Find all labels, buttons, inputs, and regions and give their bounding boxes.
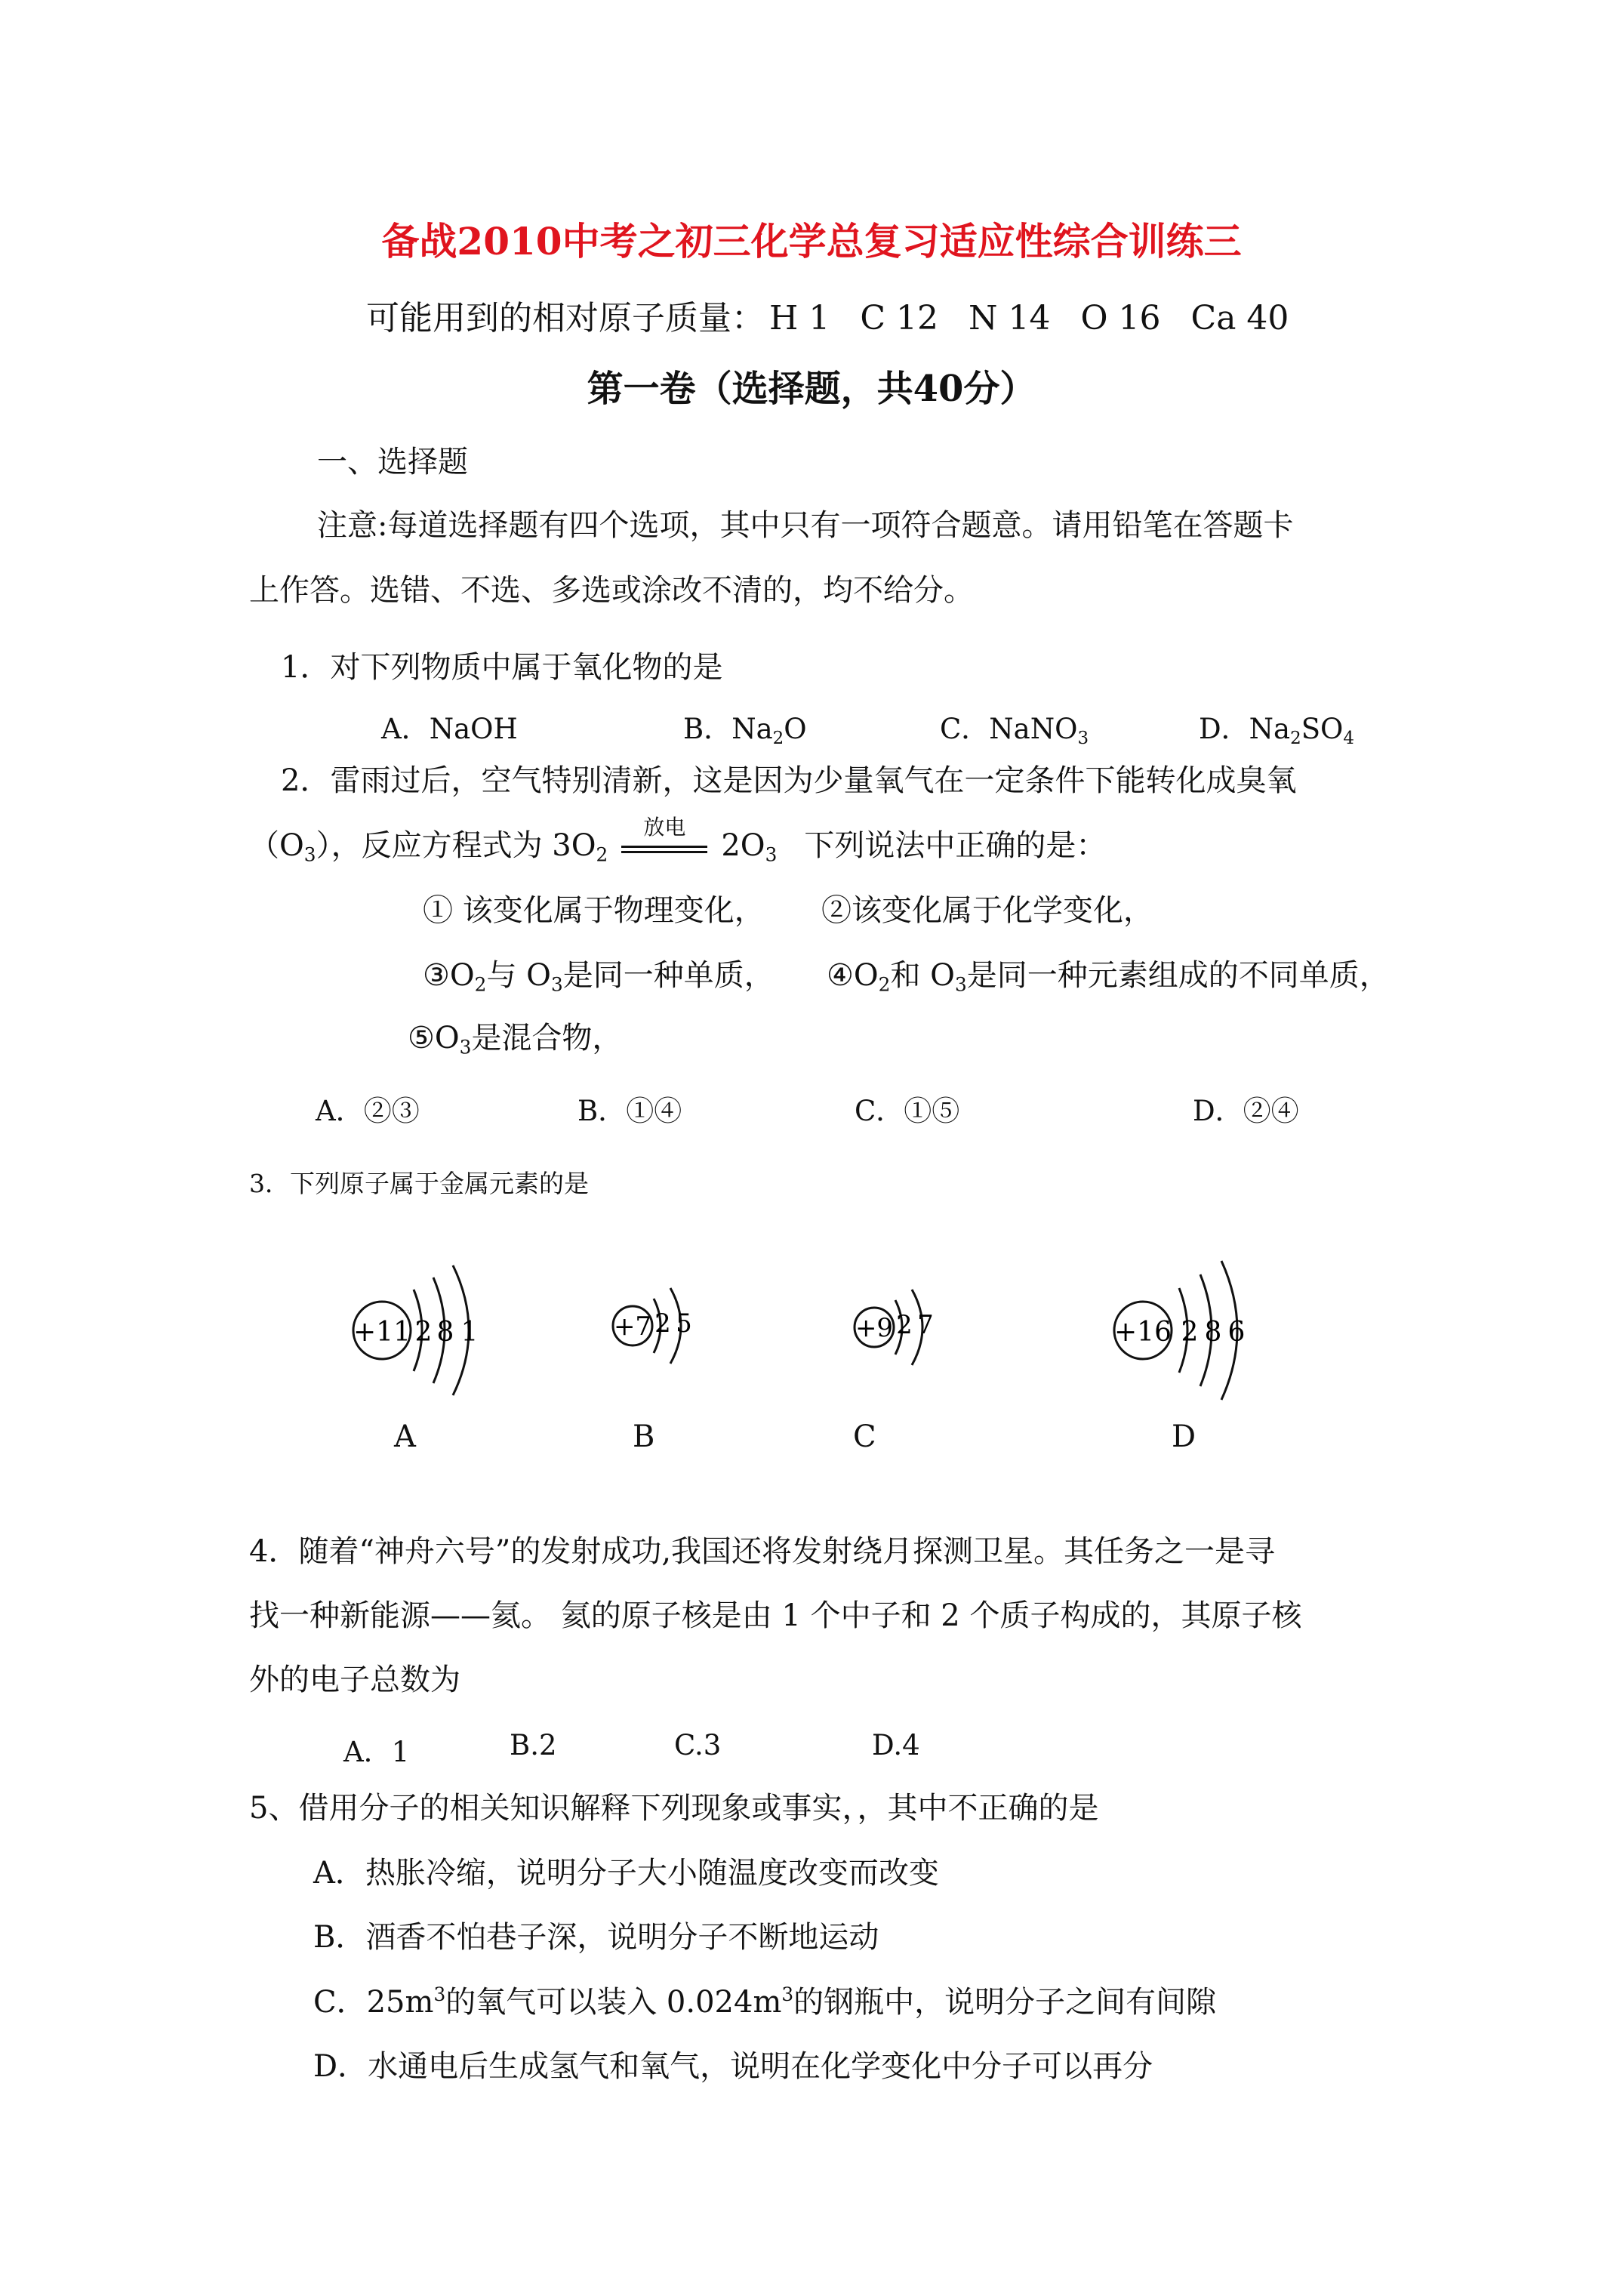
atom-a-shell-1: 2 bbox=[414, 1317, 433, 1348]
condition-label: 放电 bbox=[643, 815, 686, 840]
q2-option-d: D．②④ bbox=[1193, 1095, 1299, 1127]
mass-o: O 16 bbox=[1080, 299, 1161, 337]
q2-statement-4: $④O_2$和 $O_3$是同一种元素组成的不同单质， bbox=[827, 958, 1390, 996]
notice-line-2: 上作答。选错、不选、多选或涂改不清的，均不给分。 bbox=[249, 573, 974, 608]
q5-option-b: B．酒香不怕巷子深，说明分子不断地运动 bbox=[313, 1920, 879, 1955]
q1-option-d: D．$Na_2SO_4$ bbox=[1199, 713, 1354, 748]
q2-statement-1: ① 该变化属于物理变化， bbox=[423, 893, 765, 928]
atom-d-shell-1: 2 bbox=[1181, 1317, 1199, 1348]
q1-option-b: B．$Na_2O$ bbox=[683, 713, 807, 748]
atom-a-shell-2: 8 bbox=[436, 1317, 454, 1348]
atom-c-label: C bbox=[853, 1419, 876, 1454]
q2-statement-2: ②该变化属于化学变化， bbox=[821, 893, 1153, 928]
atom-a bbox=[353, 1265, 478, 1395]
atom-d-nucleus: +16 bbox=[1114, 1317, 1172, 1348]
part-title: 第一卷（选择题，共40分） bbox=[587, 368, 1036, 410]
q3-stem: 3．下列原子属于金属元素的是 bbox=[249, 1169, 589, 1198]
atom-c bbox=[855, 1290, 934, 1365]
q5-option-c: C．$25m^3$的氧气可以装入 $0.024m^3$的钢瓶中，说明分子之间有间隙 bbox=[313, 1983, 1217, 2020]
q4-option-d: D.4 bbox=[872, 1729, 920, 1761]
atom-d bbox=[1114, 1261, 1245, 1400]
q2-statement-3: $③O_2$与 $O_3$是同一种单质， bbox=[423, 958, 775, 996]
mass-ca: Ca 40 bbox=[1190, 299, 1289, 337]
notice-line-1: 注意:每道选择题有四个选项，其中只有一项符合题意。请用铅笔在答题卡 bbox=[317, 508, 1294, 543]
q2-option-a: A．②③ bbox=[316, 1095, 420, 1127]
q2-line-2: $(O_3)$，反应方程式为 $3O_2$ 放电 $2O_3$ 下列说法中正确的是： bbox=[249, 815, 1107, 866]
q2-option-c: C．①⑤ bbox=[855, 1095, 960, 1127]
masses-label: 可能用到的相对原子质量： bbox=[366, 299, 765, 337]
q1-option-a: A．NaOH bbox=[381, 713, 518, 745]
atom-b-shell-2: 5 bbox=[676, 1308, 692, 1339]
q5-stem: 5、借用分子的相关知识解释下列现象或事实，，其中不正确的是 bbox=[249, 1791, 1099, 1826]
mass-n: N 14 bbox=[969, 299, 1051, 337]
atom-structure-diagrams bbox=[0, 1238, 1623, 1465]
mass-h: H 1 bbox=[769, 299, 830, 337]
atom-c-shell-1: 2 bbox=[896, 1310, 913, 1340]
atom-d-shell-2: 8 bbox=[1204, 1317, 1222, 1348]
q4-line-1: 4．随着“神舟六号”的发射成功,我国还将发射绕月探测卫星。其任务之一是寻 bbox=[249, 1534, 1276, 1569]
q4-option-c: C.3 bbox=[674, 1729, 722, 1761]
atom-d-label: D bbox=[1172, 1419, 1196, 1454]
q2-statement-5: $⑤O_3$是混合物， bbox=[408, 1021, 623, 1059]
q4-option-b: B.2 bbox=[510, 1729, 557, 1761]
q5-option-d: D．水通电后生成氢气和氧气，说明在化学变化中分子可以再分 bbox=[313, 2049, 1153, 2084]
atom-b bbox=[613, 1288, 692, 1364]
atom-b-nucleus: +7 bbox=[613, 1311, 652, 1342]
atom-a-shell-3: 1 bbox=[460, 1317, 479, 1348]
atom-d-shell-3: 6 bbox=[1227, 1317, 1246, 1348]
atom-a-nucleus: +11 bbox=[353, 1317, 411, 1348]
atom-c-nucleus: +9 bbox=[855, 1313, 894, 1343]
reaction-condition bbox=[615, 815, 713, 861]
q2-option-b: B．①④ bbox=[577, 1095, 682, 1127]
q1-option-c: C．NaNO$_3$ bbox=[940, 713, 1089, 748]
q4-line-2: 找一种新能源——氦。 氦的原子核是由 1 个中子和 2 个质子构成的，其原子核 bbox=[249, 1598, 1302, 1633]
q4-line-3: 外的电子总数为 bbox=[249, 1663, 460, 1697]
q4-option-a: A．1 bbox=[343, 1736, 410, 1768]
exam-title: 备战2010中考之初三化学总复习适应性综合训练三 bbox=[381, 219, 1242, 264]
q5-option-a: A．热胀冷缩，说明分子大小随温度改变而改变 bbox=[313, 1856, 939, 1891]
atom-b-shell-1: 2 bbox=[654, 1308, 671, 1339]
atom-a-label: A bbox=[394, 1419, 416, 1454]
section-heading: 一、选择题 bbox=[317, 445, 468, 479]
mass-c: C 12 bbox=[860, 299, 938, 337]
atom-c-shell-2: 7 bbox=[917, 1310, 934, 1340]
atom-b-label: B bbox=[633, 1419, 655, 1454]
atomic-masses-line bbox=[366, 291, 1289, 339]
q2-line-1: 2．雷雨过后，空气特别清新，这是因为少量氧气在一定条件下能转化成臭氧 bbox=[281, 763, 1297, 798]
q1-stem: 1．对下列物质中属于氧化物的是 bbox=[281, 650, 723, 685]
